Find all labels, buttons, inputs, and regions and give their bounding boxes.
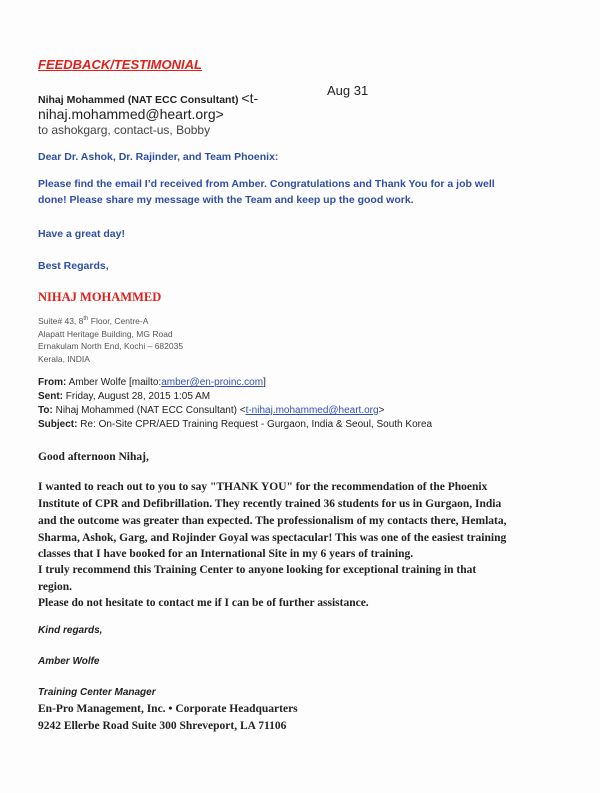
message-paragraph-line-2: done! Please share my message with the Team and keep up the good work. bbox=[38, 194, 414, 206]
forward-sent-line bbox=[38, 391, 210, 402]
message-closing-wish: Have a great day! bbox=[38, 228, 125, 240]
address-line1-text: Suite# 43, 8 bbox=[38, 316, 84, 326]
sent-label: Sent: bbox=[38, 391, 63, 402]
forward-para1-line2: Institute of CPR and Defibrillation. They recently trained 36 students for us in Gurgaon, India bbox=[38, 498, 502, 510]
signature-address-line-4: Kerala, INDIA bbox=[38, 354, 90, 364]
signature-address-line-1 bbox=[38, 316, 148, 326]
to-label: To: bbox=[38, 405, 53, 416]
address-line1-tail: Floor, Centre-A bbox=[88, 316, 149, 326]
from-label: From: bbox=[38, 377, 67, 388]
signature-address-line-3: Ernakulam North End, Kochi – 682035 bbox=[38, 341, 184, 351]
to-email-link[interactable]: t-nihaj.mohammed@heart.org bbox=[245, 405, 379, 416]
message-best-regards: Best Regards, bbox=[38, 260, 109, 272]
message-paragraph-line-1: Please find the email I’d received from Amber. Congratulations and Thank You for a job well bbox=[38, 178, 495, 190]
from-email-link[interactable]: amber@en-proinc.com bbox=[161, 377, 264, 388]
forward-to-line bbox=[38, 405, 384, 416]
message-greeting: Dear Dr. Ashok, Dr. Rajinder, and Team Phoenix: bbox=[38, 151, 279, 163]
forward-para2-line1: I truly recommend this Training Center to anyone looking for exceptional training in that bbox=[38, 564, 477, 576]
recipients-line: to ashokgarg, contact-us, Bobby bbox=[38, 123, 211, 137]
forward-para1-line3: and the outcome was greater than expected. The professionalism of my contacts there, Hemlata, bbox=[38, 515, 507, 527]
sender-name: Nihaj Mohammed (NAT ECC Consultant) bbox=[38, 94, 239, 106]
sender-line bbox=[38, 90, 258, 106]
forward-from-line bbox=[38, 377, 266, 388]
forward-para1-line4: Sharma, Ashok, Garg, and Rojinder Goyal was spectacular! This was one of the easiest training bbox=[38, 532, 507, 544]
signature-address-line-2: Alapatt Heritage Building, MG Road bbox=[38, 329, 173, 339]
email-date: Aug 31 bbox=[327, 83, 369, 98]
forward-para1-line1: I wanted to reach out to you to say "THANK YOU" for the recommendation of the Phoenix bbox=[38, 481, 488, 493]
forward-signature-company: En-Pro Management, Inc. • Corporate Headquarters bbox=[38, 703, 298, 715]
sender-email: nihaj.mohammed@heart.org> bbox=[38, 106, 224, 122]
forward-subject-line bbox=[38, 419, 432, 430]
to-name: Nihaj Mohammed (NAT ECC Consultant) < bbox=[52, 405, 246, 416]
sender-email-open: <t- bbox=[241, 90, 259, 106]
forward-kind-regards: Kind regards, bbox=[38, 625, 103, 636]
forward-para2-line2: region. bbox=[38, 581, 72, 593]
from-close: ] bbox=[263, 377, 266, 388]
sent-value: Friday, August 28, 2015 1:05 AM bbox=[63, 391, 211, 402]
document-title: FEEDBACK/TESTIMONIAL bbox=[38, 57, 202, 72]
address-line1-sup: th bbox=[83, 316, 89, 323]
forward-signature-address: 9242 Ellerbe Road Suite 300 Shreveport, LA 71106 bbox=[38, 720, 287, 732]
forward-para1-line5: classes that I have booked for an International Site in my 6 years of training. bbox=[38, 548, 414, 560]
subject-value: Re: On-Site CPR/AED Training Request - Gurgaon, India & Seoul, South Korea bbox=[77, 419, 433, 430]
to-close: > bbox=[378, 405, 385, 416]
subject-label: Subject: bbox=[38, 419, 78, 430]
signature-name: NIHAJ MOHAMMED bbox=[38, 290, 162, 304]
forward-signature-name: Amber Wolfe bbox=[38, 656, 100, 667]
forward-greeting: Good afternoon Nihaj, bbox=[38, 451, 149, 463]
forward-signature-role: Training Center Manager bbox=[38, 687, 156, 698]
forward-para3: Please do not hesitate to contact me if I can be of further assistance. bbox=[38, 597, 369, 609]
from-name: Amber Wolfe [mailto: bbox=[66, 377, 162, 388]
